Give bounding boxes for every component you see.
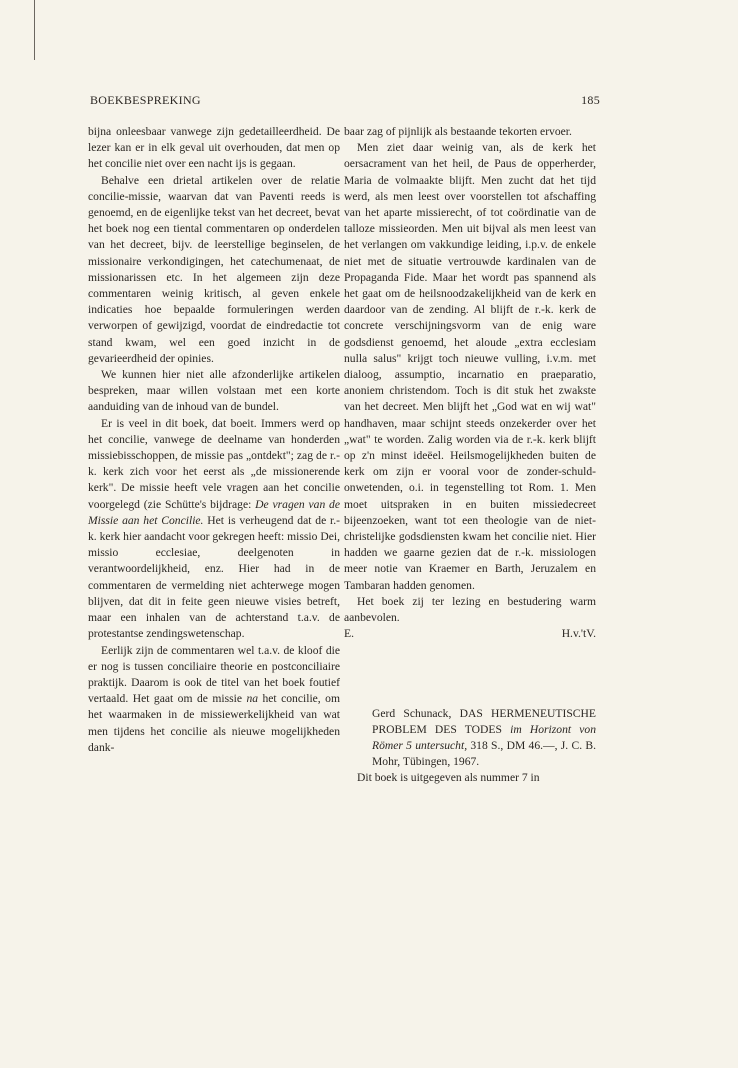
paragraph [88, 416, 340, 643]
reviewer-initials: H.v.'tV. [561, 627, 596, 641]
review-heading [344, 706, 596, 771]
paragraph-text: het concilie, om het waarmaken in de missiewerkelijkheid van wat men tijdens het concilie als nieuwe mogelijkheden dank- [88, 692, 340, 754]
page-number: 185 [581, 93, 600, 107]
right-column [344, 124, 596, 787]
book-citation [372, 706, 596, 771]
signature-initial: E. [344, 627, 354, 641]
paragraph-text: Het is verheugend dat de r.-k. kerk hier aandacht voor gekregen heeft: missio Dei, missio ecclesiae, deelgenoten in verantwoordelijkheid, enz. Hier had in de commentaren de vermelding niet achterwege mogen blijven, dat dit in feite geen nieuwe visies betreft, maar een inhalen van de achterstand t.a.v. de protestantse zendingswetenschap. [88, 513, 341, 641]
paragraph: bijna onleesbaar vanwege zijn gedetailleerdheid. De lezer kan er in elk geval uit overhouden, dat men op het concilie niet over een nacht ijs is gegaan. [88, 125, 340, 171]
book-author-title: Gerd Schunack, DAS HERMENEUTISCHE PROBLEM DES TODES [372, 706, 596, 736]
cited-article-title: De vragen van de Missie aan het Concilie. [88, 497, 340, 527]
paragraph: Behalve een drietal artikelen over de relatie concilie-missie, waarvan dat van Paventi reeds is genoemd, en de eigenlijke tekst van het decreet, bevat het boek nog een tiental commentaren op onderdelen van het decreet, bijv. de leerstellige beginselen, de missionaire verkondigingen, het catechumenaat, de missionarissen etc. In het algemeen zijn deze commentaren weinig kritisch, al geven enkele indicaties hoe bepaalde formuleringen werden verworpen of gewijzigd, voordat de eindredactie tot stand kwam, wel een goed inzicht in de gevarieerdheid der opinies. [88, 173, 340, 365]
book-publication-details: 318 S., DM 46.—, J. C. B. Mohr, Tübingen, 1967. [372, 738, 596, 769]
paragraph: Het boek zij ter lezing en bestudering warm aanbevolen. [344, 594, 596, 625]
paragraph: Men ziet daar weinig van, als de kerk het oersacrament van het heil, de Paus de opperherder, Maria de volmaakte blijft. Men zucht dat het tijd werd, als men leest over voorstellen tot afschaffing van het aparte missierecht, of tot coördinatie van de talloze missieorden. Men uit bijval als men leest van het verlangen om vakkundige leiding, i.p.v. de enkele niet met de situatie vertrouwde kardinalen van de Propaganda Fide. Maar het wordt pas spannend als het gaat om de heilsnoodzakelijkheid van de kerk en daardoor van de zending. Al blijft de r.-k. kerk de concrete verschijningsvorm van de enig ware godsdienst genoemd, het aloude „extra ecclesiam nulla salus" krijgt toch nieuwe vulling, i.v.m. met dialoog, assumptio, incarnatio en praeparatio, anoniem christendom. Toch is dit stuk het zwakste van het decreet. Men blijft het „God wat en wij wat" handhaven, maar schijnt steeds onzekerder over het „wat" te worden. Zalig worden via de r.-k. kerk blijft op z'n minst ideëel. Heilsmogelijkheden buiten de kerk om zijn er vooral voor de zonder-schuld-onwetenden, o.i. in tegenstelling tot Rom. 1. Men moet uitspraken in en buiten missiedecreet bijeenzoeken, want tot een theologie van de niet-christelijke godsdiensten kwam het concilie niet. Hier hadden we gaarne gezien dat de r.-k. missiologen meer notie van Kraemer en Barth, Jeruzalem en Tambaran hadden genomen. [344, 141, 596, 592]
section-title: BOEKBESPREKING [90, 93, 201, 107]
paragraph [88, 643, 340, 756]
paragraph: We kunnen hier niet alle afzonderlijke artikelen bespreken, maar willen volstaan met een korte aanduiding van de inhoud van de bundel. [88, 368, 340, 414]
book-subtitle: im Horizont von Römer 5 untersucht, [372, 722, 597, 752]
paragraph-text: Eerlijk zijn de commentaren wel t.a.v. de kloof die er nog is tussen conciliaire theorie en postconciliaire praktijk. Daarom is ook de titel van het boek foutief vertaald. Het gaat om de missie [88, 643, 340, 706]
paragraph: Dit boek is uitgegeven als nummer 7 in [357, 771, 540, 785]
paragraph-text: Er is veel in dit boek, dat boeit. Immers werd op het concilie, vanwege de deelname van honderden missiebisschoppen, de missie pas „ontdekt"; zag de r.-k. kerk zich voor het eerst als „de missionerende kerk". De missie heeft vele vragen aan het concilie voorgelegd (zie Schütte's bijdrage: [88, 416, 340, 511]
left-column [88, 124, 340, 756]
paragraph: baar zag of pijnlijk als bestaande tekorten ervoer. [344, 125, 572, 138]
signature-line [344, 626, 596, 642]
scan-edge-line [34, 0, 35, 60]
emphasis: na [246, 692, 259, 706]
